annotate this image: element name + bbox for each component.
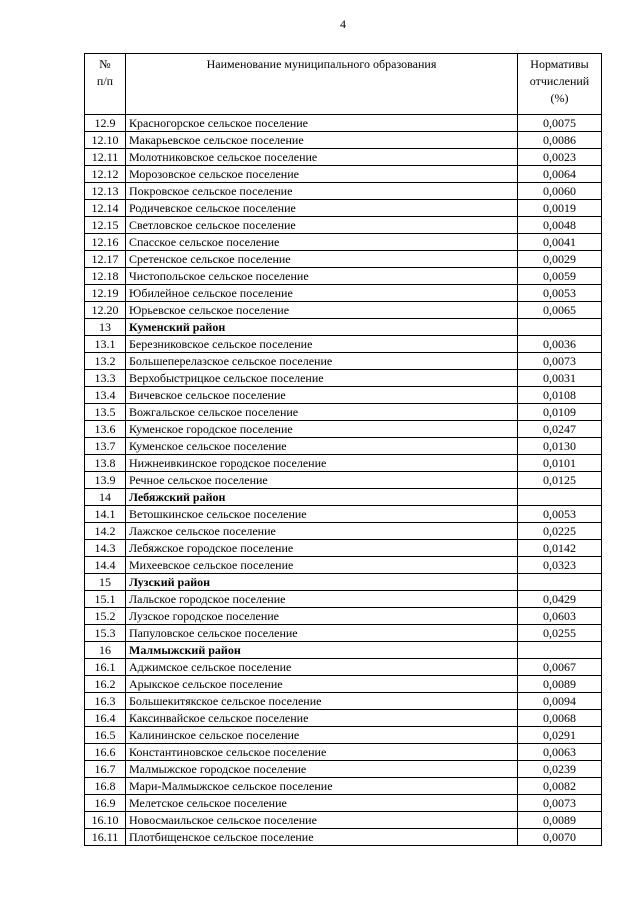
row-number: 16.4: [85, 710, 126, 727]
municipality-name: Новосмаильское сельское поселение: [126, 812, 518, 829]
table-row: [85, 438, 602, 455]
deduction-value: 0,0064: [518, 166, 602, 183]
table-row: [85, 693, 602, 710]
row-number: 16.5: [85, 727, 126, 744]
table-row: [85, 761, 602, 778]
district-name: Малмыжский район: [126, 642, 518, 659]
municipality-name: Папуловское сельское поселение: [126, 625, 518, 642]
deduction-value: 0,0041: [518, 234, 602, 251]
deduction-value: 0,0130: [518, 438, 602, 455]
row-number: 16.11: [85, 829, 126, 846]
municipality-name: Лузское городское поселение: [126, 608, 518, 625]
row-number: 12.17: [85, 251, 126, 268]
table-body: [85, 115, 602, 846]
row-number: 14.1: [85, 506, 126, 523]
deduction-value: 0,0429: [518, 591, 602, 608]
deduction-value: 0,0125: [518, 472, 602, 489]
deduction-value: 0,0108: [518, 387, 602, 404]
district-row: [85, 574, 602, 591]
table-row: [85, 302, 602, 319]
row-number: 16.1: [85, 659, 126, 676]
table-row: [85, 744, 602, 761]
row-number: 13.2: [85, 353, 126, 370]
deduction-value: 0,0094: [518, 693, 602, 710]
row-number: 12.9: [85, 115, 126, 132]
table-row: [85, 812, 602, 829]
municipality-name: Сретенское сельское поселение: [126, 251, 518, 268]
district-row: [85, 642, 602, 659]
row-number: 16.7: [85, 761, 126, 778]
row-number: 14.2: [85, 523, 126, 540]
table-row: [85, 115, 602, 132]
municipality-name: Вожгальское сельское поселение: [126, 404, 518, 421]
table-row: [85, 285, 602, 302]
municipality-name: Большеперелазское сельское поселение: [126, 353, 518, 370]
header-name-text: Наименование муниципального образования: [206, 57, 437, 71]
page-number: 4: [340, 17, 346, 31]
table-row: [85, 370, 602, 387]
table-row: [85, 540, 602, 557]
deduction-value: 0,0089: [518, 812, 602, 829]
table-header-row: [85, 54, 602, 115]
municipality-name: Верхобыстрицкое сельское поселение: [126, 370, 518, 387]
row-number: 16.8: [85, 778, 126, 795]
municipality-name: Калининское сельское поселение: [126, 727, 518, 744]
municipality-name: Покровское сельское поселение: [126, 183, 518, 200]
row-number: 13.4: [85, 387, 126, 404]
table-row: [85, 268, 602, 285]
table-row: [85, 149, 602, 166]
deduction-value: [518, 642, 602, 659]
municipality-name: Светловское сельское поселение: [126, 217, 518, 234]
municipality-name: Константиновское сельское поселение: [126, 744, 518, 761]
row-number: 14: [85, 489, 126, 506]
municipality-name: Юбилейное сельское поселение: [126, 285, 518, 302]
municipality-name: Вичевское сельское поселение: [126, 387, 518, 404]
row-number: 15: [85, 574, 126, 591]
table-row: [85, 251, 602, 268]
header-number: [85, 54, 126, 115]
row-number: 13.3: [85, 370, 126, 387]
row-number: 13.5: [85, 404, 126, 421]
table-row: [85, 523, 602, 540]
row-number: 12.14: [85, 200, 126, 217]
deduction-value: 0,0603: [518, 608, 602, 625]
row-number: 16.6: [85, 744, 126, 761]
row-number: 12.15: [85, 217, 126, 234]
municipality-name: Мелетское сельское поселение: [126, 795, 518, 812]
row-number: 13.6: [85, 421, 126, 438]
table-row: [85, 472, 602, 489]
deduction-value: [518, 574, 602, 591]
row-number: 16.9: [85, 795, 126, 812]
deduction-value: 0,0067: [518, 659, 602, 676]
table-row: [85, 557, 602, 574]
municipality-name: Ветошкинское сельское поселение: [126, 506, 518, 523]
municipality-name: Родичевское сельское поселение: [126, 200, 518, 217]
deduction-value: 0,0142: [518, 540, 602, 557]
district-name: Лузский район: [126, 574, 518, 591]
row-number: 13.1: [85, 336, 126, 353]
row-number: 16.3: [85, 693, 126, 710]
deduction-value: 0,0073: [518, 795, 602, 812]
table-row: [85, 676, 602, 693]
table-row: [85, 132, 602, 149]
deduction-value: 0,0247: [518, 421, 602, 438]
deduction-norms-table: [84, 53, 602, 846]
table-row: [85, 183, 602, 200]
municipality-name: Березниковское сельское поселение: [126, 336, 518, 353]
table-row: [85, 591, 602, 608]
municipality-name: Молотниковское сельское поселение: [126, 149, 518, 166]
row-number: 12.18: [85, 268, 126, 285]
deduction-value: 0,0255: [518, 625, 602, 642]
table-row: [85, 200, 602, 217]
header-value: [518, 54, 602, 115]
deduction-value: 0,0063: [518, 744, 602, 761]
deduction-value: 0,0031: [518, 370, 602, 387]
deduction-value: 0,0023: [518, 149, 602, 166]
row-number: 13.8: [85, 455, 126, 472]
municipality-name: Чистопольское сельское поселение: [126, 268, 518, 285]
table-row: [85, 625, 602, 642]
deduction-value: 0,0059: [518, 268, 602, 285]
table-row: [85, 421, 602, 438]
municipality-name: Нижнеивкинское городское поселение: [126, 455, 518, 472]
table-row: [85, 727, 602, 744]
municipality-name: Каксинвайское сельское поселение: [126, 710, 518, 727]
header-number-line1: №: [99, 57, 111, 71]
row-number: 15.1: [85, 591, 126, 608]
row-number: 16.10: [85, 812, 126, 829]
deduction-value: 0,0029: [518, 251, 602, 268]
municipality-name: Михеевское сельское поселение: [126, 557, 518, 574]
table-row: [85, 710, 602, 727]
district-row: [85, 489, 602, 506]
municipality-name: Лальское городское поселение: [126, 591, 518, 608]
table-row: [85, 506, 602, 523]
deduction-value: 0,0053: [518, 506, 602, 523]
deduction-value: 0,0239: [518, 761, 602, 778]
municipality-name: Лажское сельское поселение: [126, 523, 518, 540]
row-number: 13.7: [85, 438, 126, 455]
row-number: 13.9: [85, 472, 126, 489]
table-row: [85, 608, 602, 625]
row-number: 12.16: [85, 234, 126, 251]
municipality-name: Морозовское сельское поселение: [126, 166, 518, 183]
row-number: 16: [85, 642, 126, 659]
municipality-name: Арыкское сельское поселение: [126, 676, 518, 693]
municipality-name: Лебяжское городское поселение: [126, 540, 518, 557]
header-value-line2: отчислений: [529, 74, 590, 88]
municipality-name: Большекитякское сельское поселение: [126, 693, 518, 710]
deduction-value: 0,0291: [518, 727, 602, 744]
table-row: [85, 387, 602, 404]
deduction-value: 0,0075: [518, 115, 602, 132]
table-row: [85, 778, 602, 795]
municipality-name: Юрьевское сельское поселение: [126, 302, 518, 319]
deduction-value: 0,0323: [518, 557, 602, 574]
deduction-value: 0,0068: [518, 710, 602, 727]
municipality-name: Речное сельское поселение: [126, 472, 518, 489]
table-row: [85, 336, 602, 353]
deduction-value: 0,0065: [518, 302, 602, 319]
table-row: [85, 659, 602, 676]
district-name: Лебяжский район: [126, 489, 518, 506]
deduction-value: 0,0225: [518, 523, 602, 540]
table-row: [85, 217, 602, 234]
table-row: [85, 234, 602, 251]
table-row: [85, 455, 602, 472]
table-row: [85, 353, 602, 370]
deduction-value: 0,0036: [518, 336, 602, 353]
row-number: 14.3: [85, 540, 126, 557]
row-number: 12.12: [85, 166, 126, 183]
deduction-value: 0,0048: [518, 217, 602, 234]
header-value-line1: Нормативы: [530, 57, 589, 71]
municipality-name: Плотбищенское сельское поселение: [126, 829, 518, 846]
header-name: [126, 54, 518, 115]
row-number: 13: [85, 319, 126, 336]
deduction-value: 0,0070: [518, 829, 602, 846]
deduction-value: 0,0060: [518, 183, 602, 200]
municipality-name: Красногорское сельское поселение: [126, 115, 518, 132]
deduction-value: 0,0082: [518, 778, 602, 795]
header-value-line3: (%): [550, 91, 569, 105]
table-row: [85, 166, 602, 183]
row-number: 12.19: [85, 285, 126, 302]
row-number: 15.2: [85, 608, 126, 625]
row-number: 16.2: [85, 676, 126, 693]
table-row: [85, 829, 602, 846]
district-row: [85, 319, 602, 336]
deduction-value: 0,0089: [518, 676, 602, 693]
municipality-name: Мари-Малмыжское сельское поселение: [126, 778, 518, 795]
row-number: 12.10: [85, 132, 126, 149]
municipality-name: Спасское сельское поселение: [126, 234, 518, 251]
district-name: Куменский район: [126, 319, 518, 336]
deduction-value: [518, 319, 602, 336]
deduction-value: 0,0053: [518, 285, 602, 302]
row-number: 14.4: [85, 557, 126, 574]
deduction-value: 0,0086: [518, 132, 602, 149]
table-row: [85, 795, 602, 812]
header-number-line2: п/п: [96, 74, 114, 88]
municipality-name: Макарьевское сельское поселение: [126, 132, 518, 149]
deduction-value: 0,0109: [518, 404, 602, 421]
municipality-name: Малмыжское городское поселение: [126, 761, 518, 778]
row-number: 15.3: [85, 625, 126, 642]
municipality-name: Куменское сельское поселение: [126, 438, 518, 455]
row-number: 12.13: [85, 183, 126, 200]
deduction-value: 0,0019: [518, 200, 602, 217]
municipality-name: Аджимское сельское поселение: [126, 659, 518, 676]
deduction-value: 0,0073: [518, 353, 602, 370]
table-row: [85, 404, 602, 421]
deduction-value: [518, 489, 602, 506]
municipality-name: Куменское городское поселение: [126, 421, 518, 438]
deduction-value: 0,0101: [518, 455, 602, 472]
row-number: 12.11: [85, 149, 126, 166]
row-number: 12.20: [85, 302, 126, 319]
